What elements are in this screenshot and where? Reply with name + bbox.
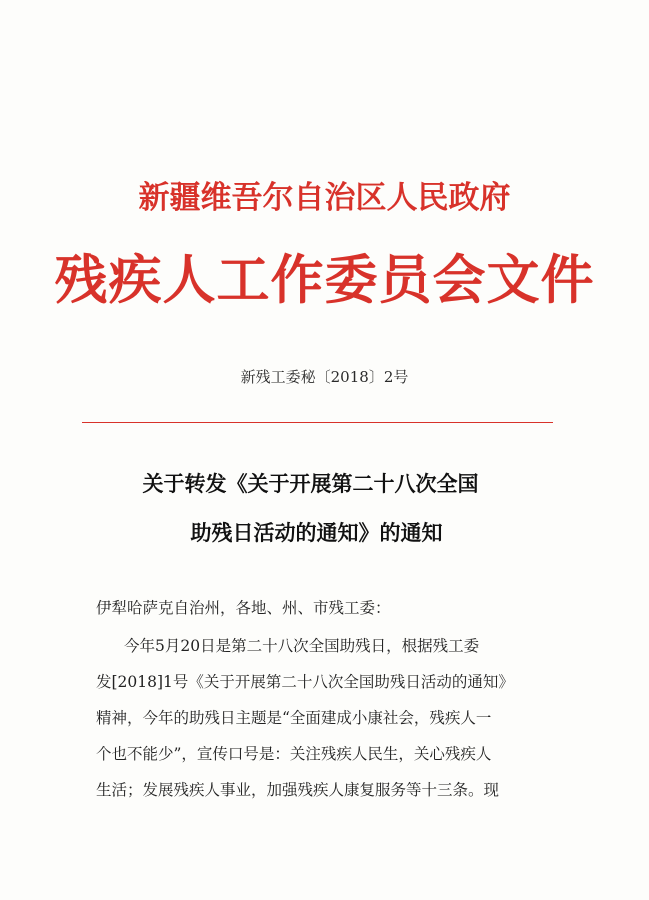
body-line-3: 精神，今年的助残日主题是“全面建成小康社会，残疾人一 — [96, 709, 492, 727]
document-title-line2: 助残日活动的通知》的通知 — [190, 520, 443, 545]
document-title-line1: 关于转发《关于开展第二十八次全国 — [142, 471, 479, 496]
issuer-name-line2: 残疾人工作委员会文件 — [54, 249, 595, 311]
body-line-5: 生活；发展残疾人事业，加强残疾人康复服务等十三条。现 — [96, 781, 500, 799]
issuer-name-line1: 新疆维吾尔自治区人民政府 — [138, 180, 511, 216]
salutation: 伊犁哈萨克自治州，各地、州、市残工委： — [96, 599, 391, 617]
body-line-1: 今年5月20日是第二十八次全国助残日，根据残工委 — [124, 637, 480, 655]
document-number: 新残工委秘〔2018〕2号 — [240, 368, 409, 386]
body-line-2: 发[2018]1号《关于开展第二十八次全国助残日活动的通知》 — [96, 673, 514, 691]
body-line-4: 个也不能少”，宣传口号是：关注残疾人民生，关心残疾人 — [96, 745, 492, 763]
red-divider-line — [82, 422, 553, 423]
